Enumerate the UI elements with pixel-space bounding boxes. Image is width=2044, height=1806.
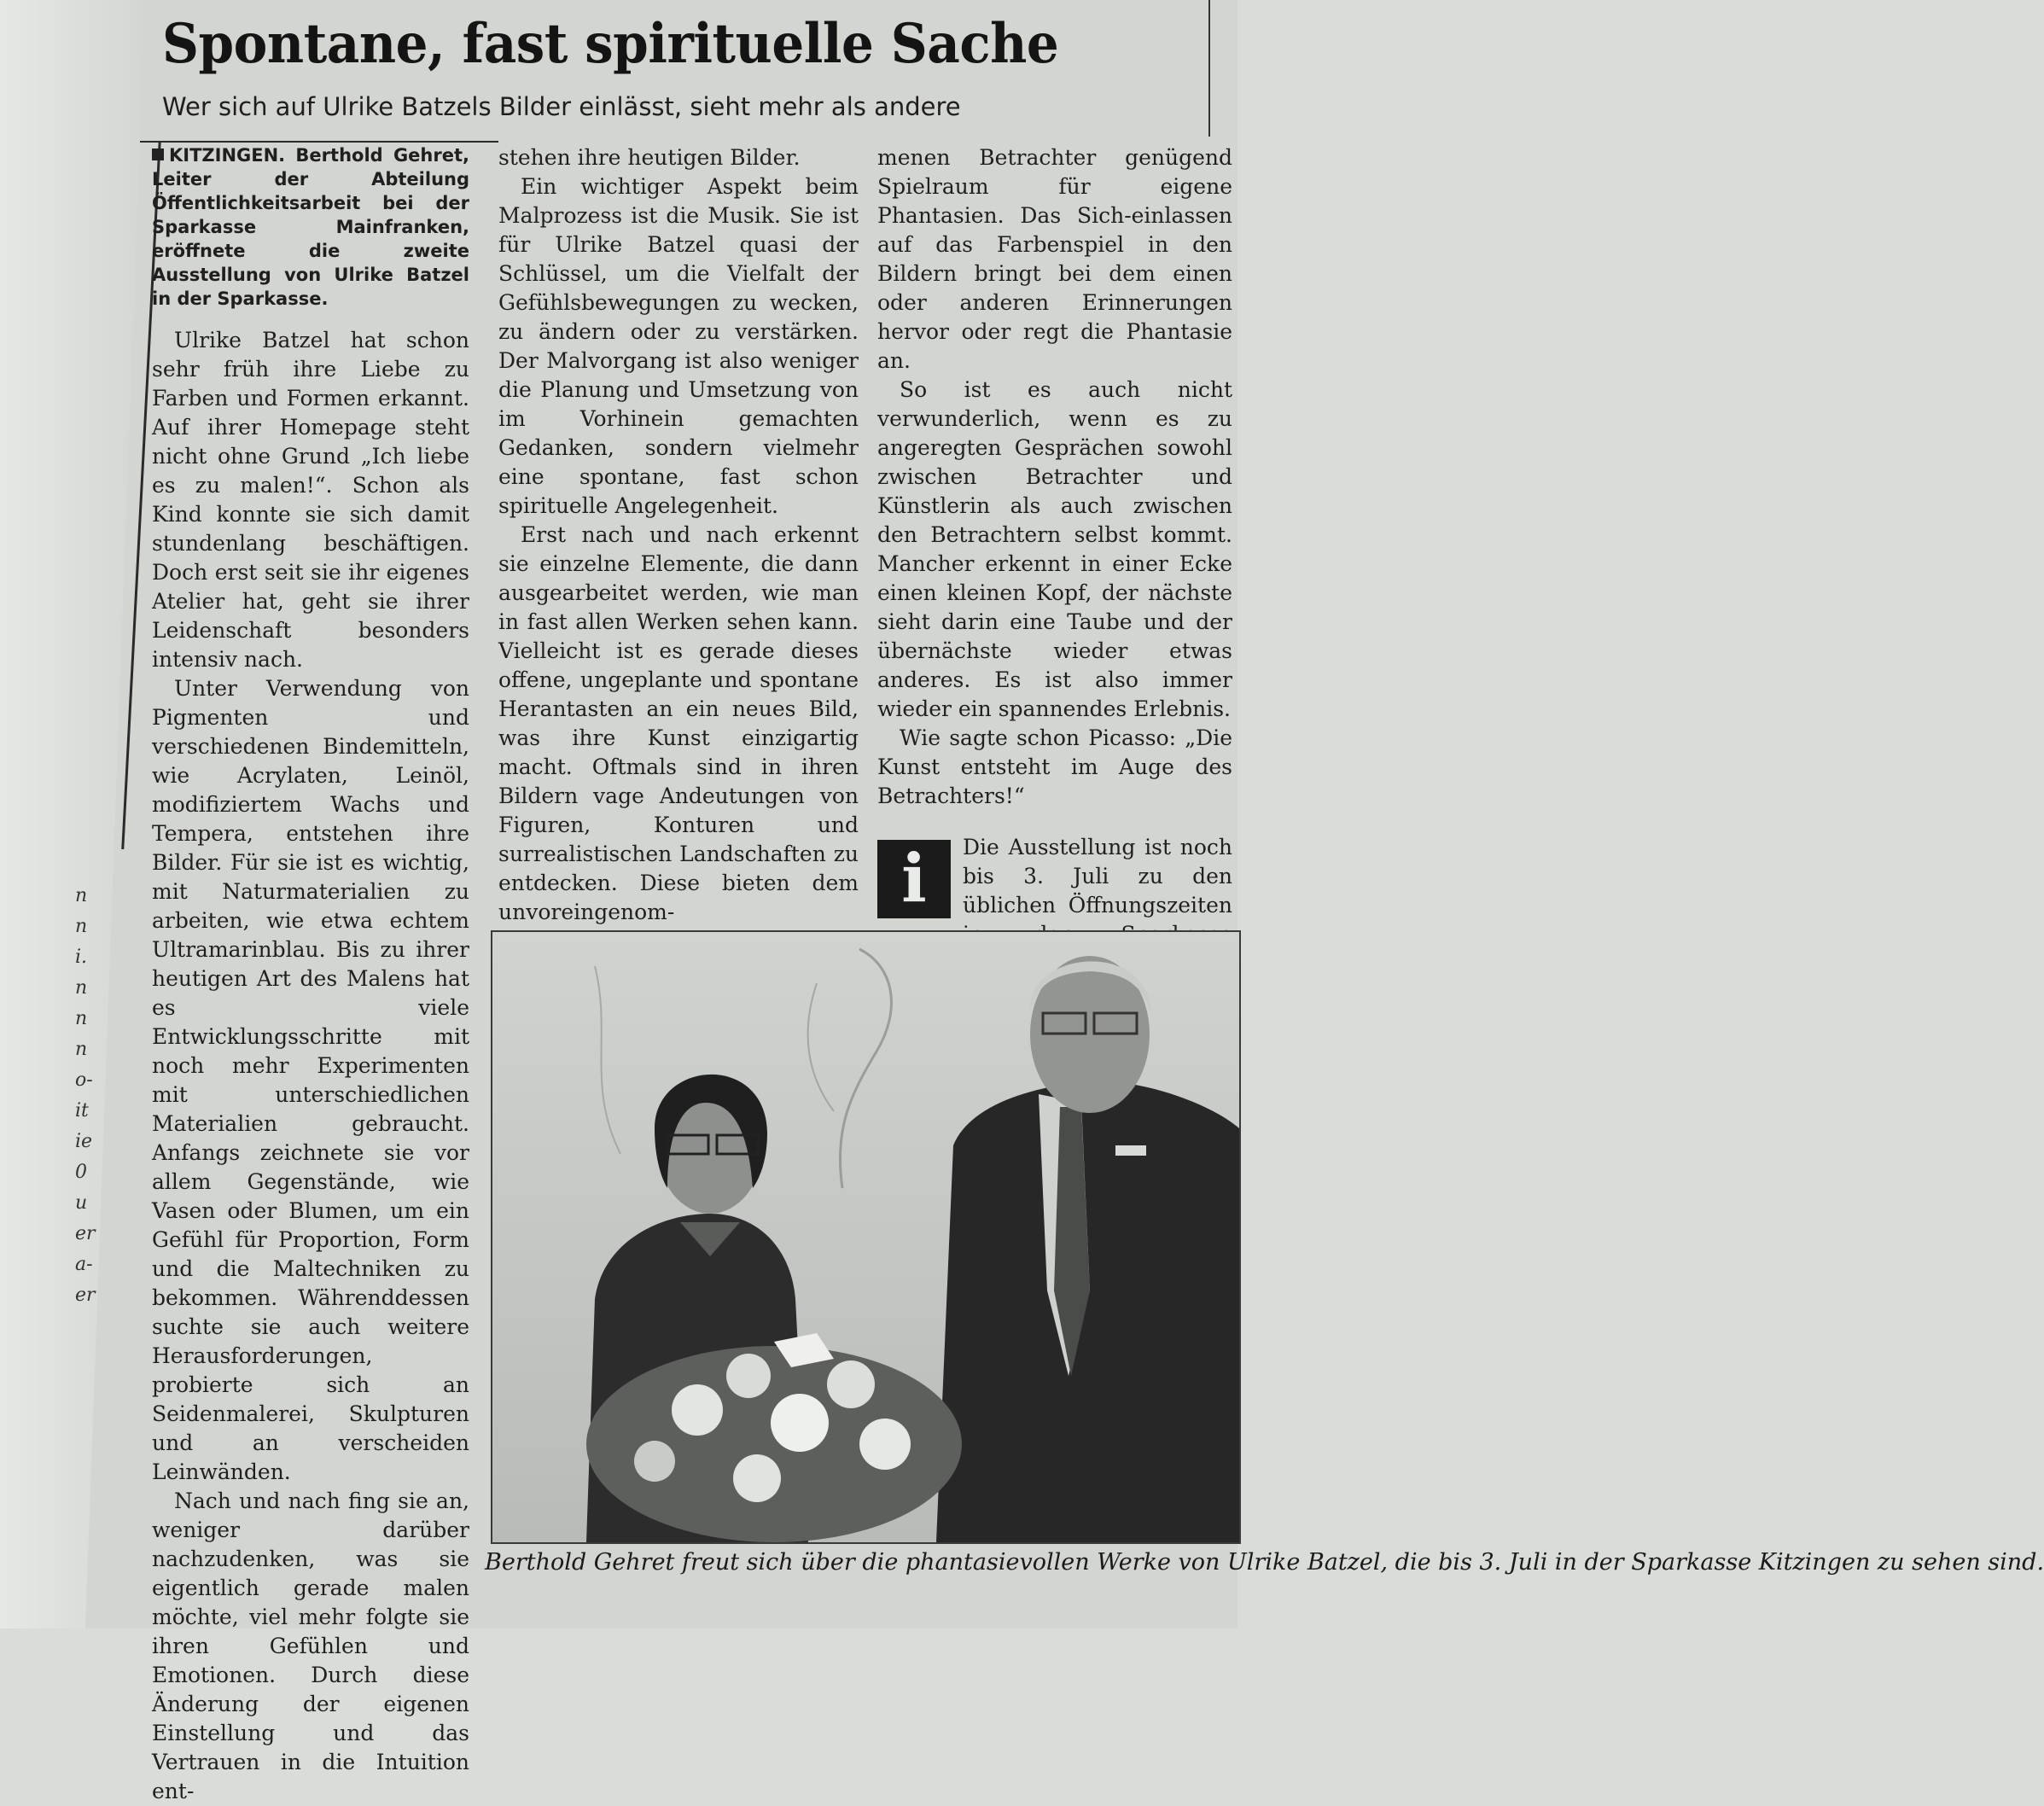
paragraph: Nach und nach fing sie an, weniger darüber nachzudenken, was sie eigentlich gerade malen möchte, viel mehr folgte sie ihren Gefühlen und Emotionen. Durch diese Änderung der eigenen Einstellung und das Vertrauen in die Intuition ent- — [152, 1488, 469, 1803]
paragraph: Ein wichtiger Aspekt beim Malprozess ist die Musik. Sie ist für Ulrike Batzel quasi der Schlüssel, um die Vielfalt der Gefühlsbewegungen zu wecken, zu ändern oder zu verstärken. Der Malvorgang ist also weniger die Planung und Umsetzung von im Vorhinein gemachten Gedanken, sondern vielmehr eine spontane, fast schon spirituelle Angelegenheit. — [498, 174, 859, 518]
photo-illustration — [492, 932, 1239, 1542]
paragraph: So ist es auch nicht verwunderlich, wenn es zu angeregten Gesprächen sowohl zwischen Betrachter und Künstlerin als auch zwischen den Betrachtern selbst kommt. Mancher erkennt in einer Ecke einen kleinen Kopf, der nächste sieht darin eine Taube und der übernächste wieder etwas anderes. Es ist also immer wieder ein spannendes Erlebnis. — [877, 377, 1232, 721]
article-headline: Spontane, fast spirituelle Sache — [162, 12, 1059, 76]
info-text: Die Ausstellung ist noch bis 3. Juli zu den üblichen Öffnungszeiten — [963, 835, 1232, 918]
adjacent-column-fragments — [75, 881, 104, 1311]
margin-fragment: 0 — [75, 1162, 87, 1183]
paragraph: stehen ihre heutigen Bilder. — [498, 145, 801, 170]
article-subtitle: Wer sich auf Ulrike Batzels Bilder einlässt, sieht mehr als andere — [162, 92, 961, 121]
bullet-square-icon — [152, 149, 164, 160]
photo-caption: Berthold Gehret freut sich über die phantasievollen Werke von Ulrike Batzel, die bis 3. Juli in der Sparkasse Kitzingen zu sehen sind. — [485, 1549, 2044, 1576]
article-lead: KITZINGEN. Berthold Gehret, Leiter der Abteilung Öffentlichkeitsarbeit bei der Sparkasse Mainfranken, eröffnete die zweite Ausstellung von Ulrike Batzel in der Sparkasse. — [152, 145, 469, 309]
margin-fragment: n — [75, 885, 88, 906]
paragraph: menen Betrachter genügend Spielraum für eigene Phantasien. Das Sich-einlassen auf das Farbenspiel in den Bildern bringt bei dem einen oder anderen Erinnerungen hervor oder regt die Phantasie an. — [877, 145, 1232, 373]
info-icon: i — [877, 840, 951, 918]
article-photo — [491, 930, 1241, 1544]
margin-fragment: n — [75, 1008, 88, 1029]
margin-fragment: n — [75, 977, 88, 999]
paragraph: Ulrike Batzel hat schon sehr früh ihre Liebe zu Farben und Formen erkannt. Auf ihrer Homepage steht nicht ohne Grund „Ich liebe es zu malen!“. Schon als Kind konnte sie sich damit stundenlang beschäftigen. Doch erst seit sie ihr eigenes Atelier hat, geht sie ihrer Leidenschaft besonders intensiv nach. — [152, 328, 469, 672]
margin-fragment: it — [75, 1100, 89, 1121]
margin-fragment: er — [75, 1223, 96, 1244]
box-rule-top — [140, 141, 498, 143]
margin-fragment: i. — [75, 947, 88, 968]
margin-fragment: a- — [75, 1254, 93, 1275]
margin-fragment: o- — [75, 1069, 93, 1091]
margin-fragment: n — [75, 1039, 88, 1060]
paragraph: Unter Verwendung von Pigmenten und verschiedenen Bindemitteln, wie Acrylaten, Leinöl, modifiziertem Wachs und Tempera, entstehen ihre Bilder. Für sie ist es wichtig, mit Naturmaterialien zu arbeiten, wie etwa echtem Ultramarinblau. Bis zu ihrer heutigen Art des Malens hat es viele Entwicklungsschritte mit noch mehr Experimenten mit unterschiedlichen Materialien gebraucht. Anfangs zeichnete sie vor allem Gegenstände, wie Vasen oder Blumen, um ein Gefühl für Proportion, Form und die Maltechniken zu bekommen. Währenddessen suchte sie auch weitere Herausforderungen, probierte sich an Seidenmalerei, Skulpturen und an verscheiden Leinwänden. — [152, 676, 469, 1484]
column-rule — [1208, 0, 1210, 137]
article-column-2 — [498, 143, 859, 927]
margin-fragment: u — [75, 1192, 88, 1214]
paragraph: Erst nach und nach erkennt sie einzelne Elemente, die dann ausgearbeitet werden, wie man in fast allen Werken sehen kann. Vielleicht ist es gerade dieses offene, ungeplante und spontane Herantasten an ein neues Bild, was ihre Kunst einzigartig macht. Oftmals sind in ihren Bildern vage Andeutungen von Figuren, Konturen und surrealistischen Landschaften zu entdecken. Diese bieten dem unvoreingenom- — [498, 522, 859, 924]
margin-fragment: n — [75, 916, 88, 937]
margin-fragment: er — [75, 1285, 96, 1306]
article-column-3 — [877, 143, 1232, 978]
paragraph: Wie sagte schon Picasso: „Die Kunst entsteht im Auge des Betrachters!“ — [877, 725, 1232, 808]
article-column-1 — [152, 143, 469, 1806]
margin-fragment: ie — [75, 1131, 93, 1152]
